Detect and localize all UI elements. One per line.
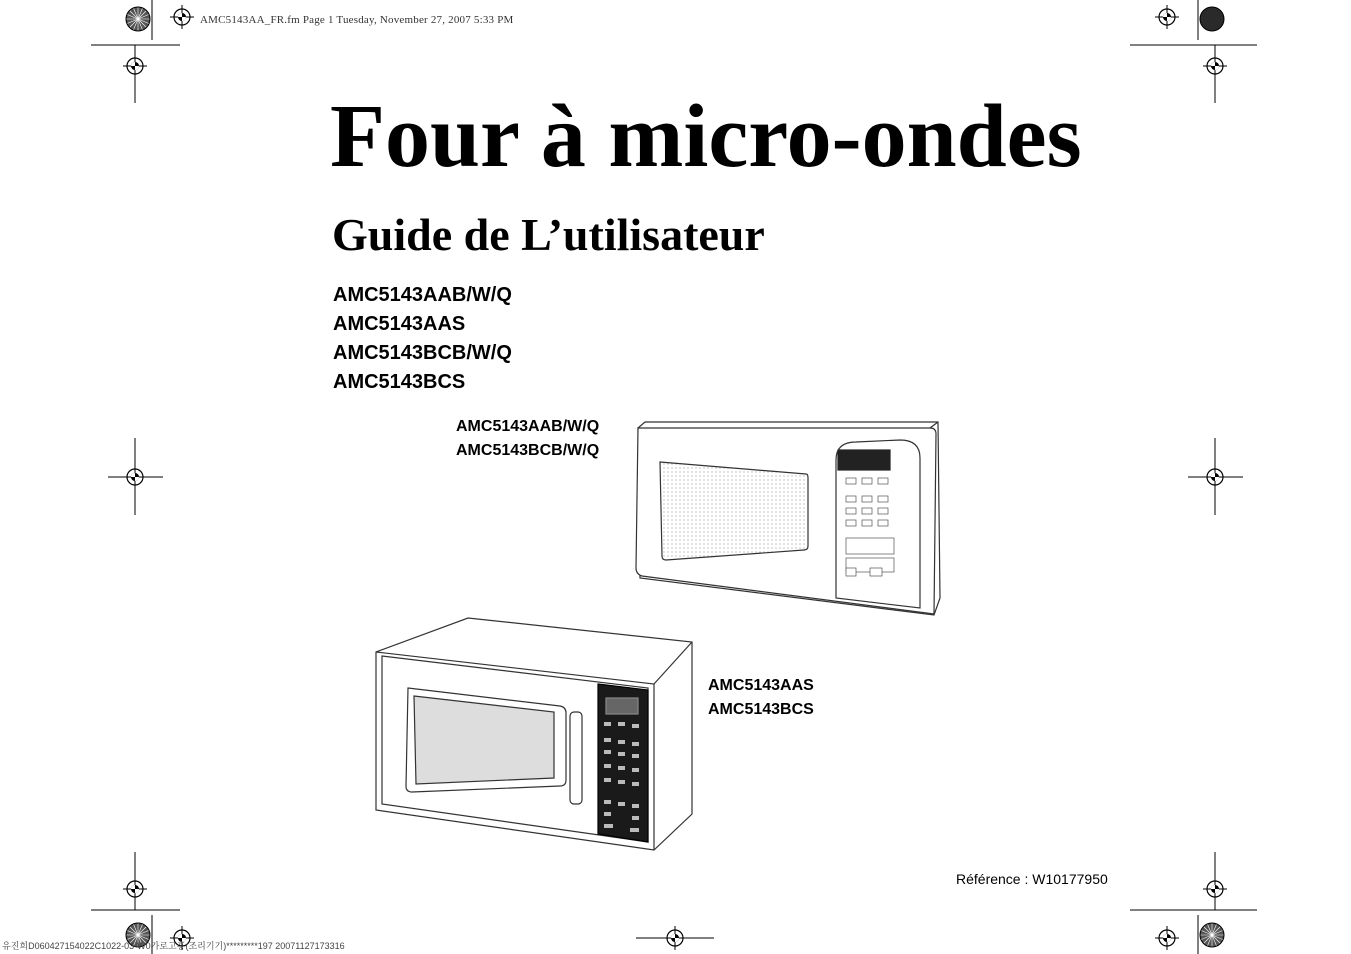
model-item: AMC5143BCS — [333, 371, 466, 393]
figure-caption-stainless — [708, 674, 814, 722]
registration-target-icon — [123, 54, 147, 78]
microwave-oven-illustration — [372, 614, 698, 854]
print-info-footer: 유진희D060427154022C1022-03-W0가로고흥(조리기기)*********197 20071127173316 — [2, 941, 345, 951]
registration-target-icon — [663, 926, 687, 950]
color-wheel-icon — [1200, 923, 1224, 947]
registration-target-icon — [1203, 54, 1227, 78]
registration-target-icon — [1155, 926, 1179, 950]
microwave-oven-illustration — [630, 418, 945, 620]
model-item: AMC5143AAB/W/Q — [333, 284, 512, 306]
reference-number: Référence : W10177950 — [956, 871, 1108, 887]
document-title: Four à micro-ondes — [330, 87, 1082, 186]
figure-caption-white — [456, 415, 599, 463]
caption-line: AMC5143AAB/W/Q — [456, 418, 600, 435]
caption-line: AMC5143AAS — [708, 677, 814, 694]
registration-target-icon — [1203, 877, 1227, 901]
registration-target-icon — [1203, 465, 1227, 489]
registration-target-icon — [123, 877, 147, 901]
caption-line: AMC5143BCS — [708, 701, 814, 718]
registration-target-icon — [170, 5, 194, 29]
color-wheel-icon — [126, 7, 150, 31]
model-item: AMC5143AAS — [333, 313, 466, 335]
registration-target-icon — [123, 465, 147, 489]
document-subtitle: Guide de L’utilisateur — [332, 209, 765, 260]
model-list — [333, 281, 512, 397]
color-wheel-icon — [1200, 7, 1224, 31]
file-info-header: AMC5143AA_FR.fm Page 1 Tuesday, November 27, 2007 5:33 PM — [200, 14, 514, 26]
caption-line: AMC5143BCB/W/Q — [456, 442, 600, 459]
registration-target-icon — [1155, 5, 1179, 29]
model-item: AMC5143BCB/W/Q — [333, 342, 512, 364]
